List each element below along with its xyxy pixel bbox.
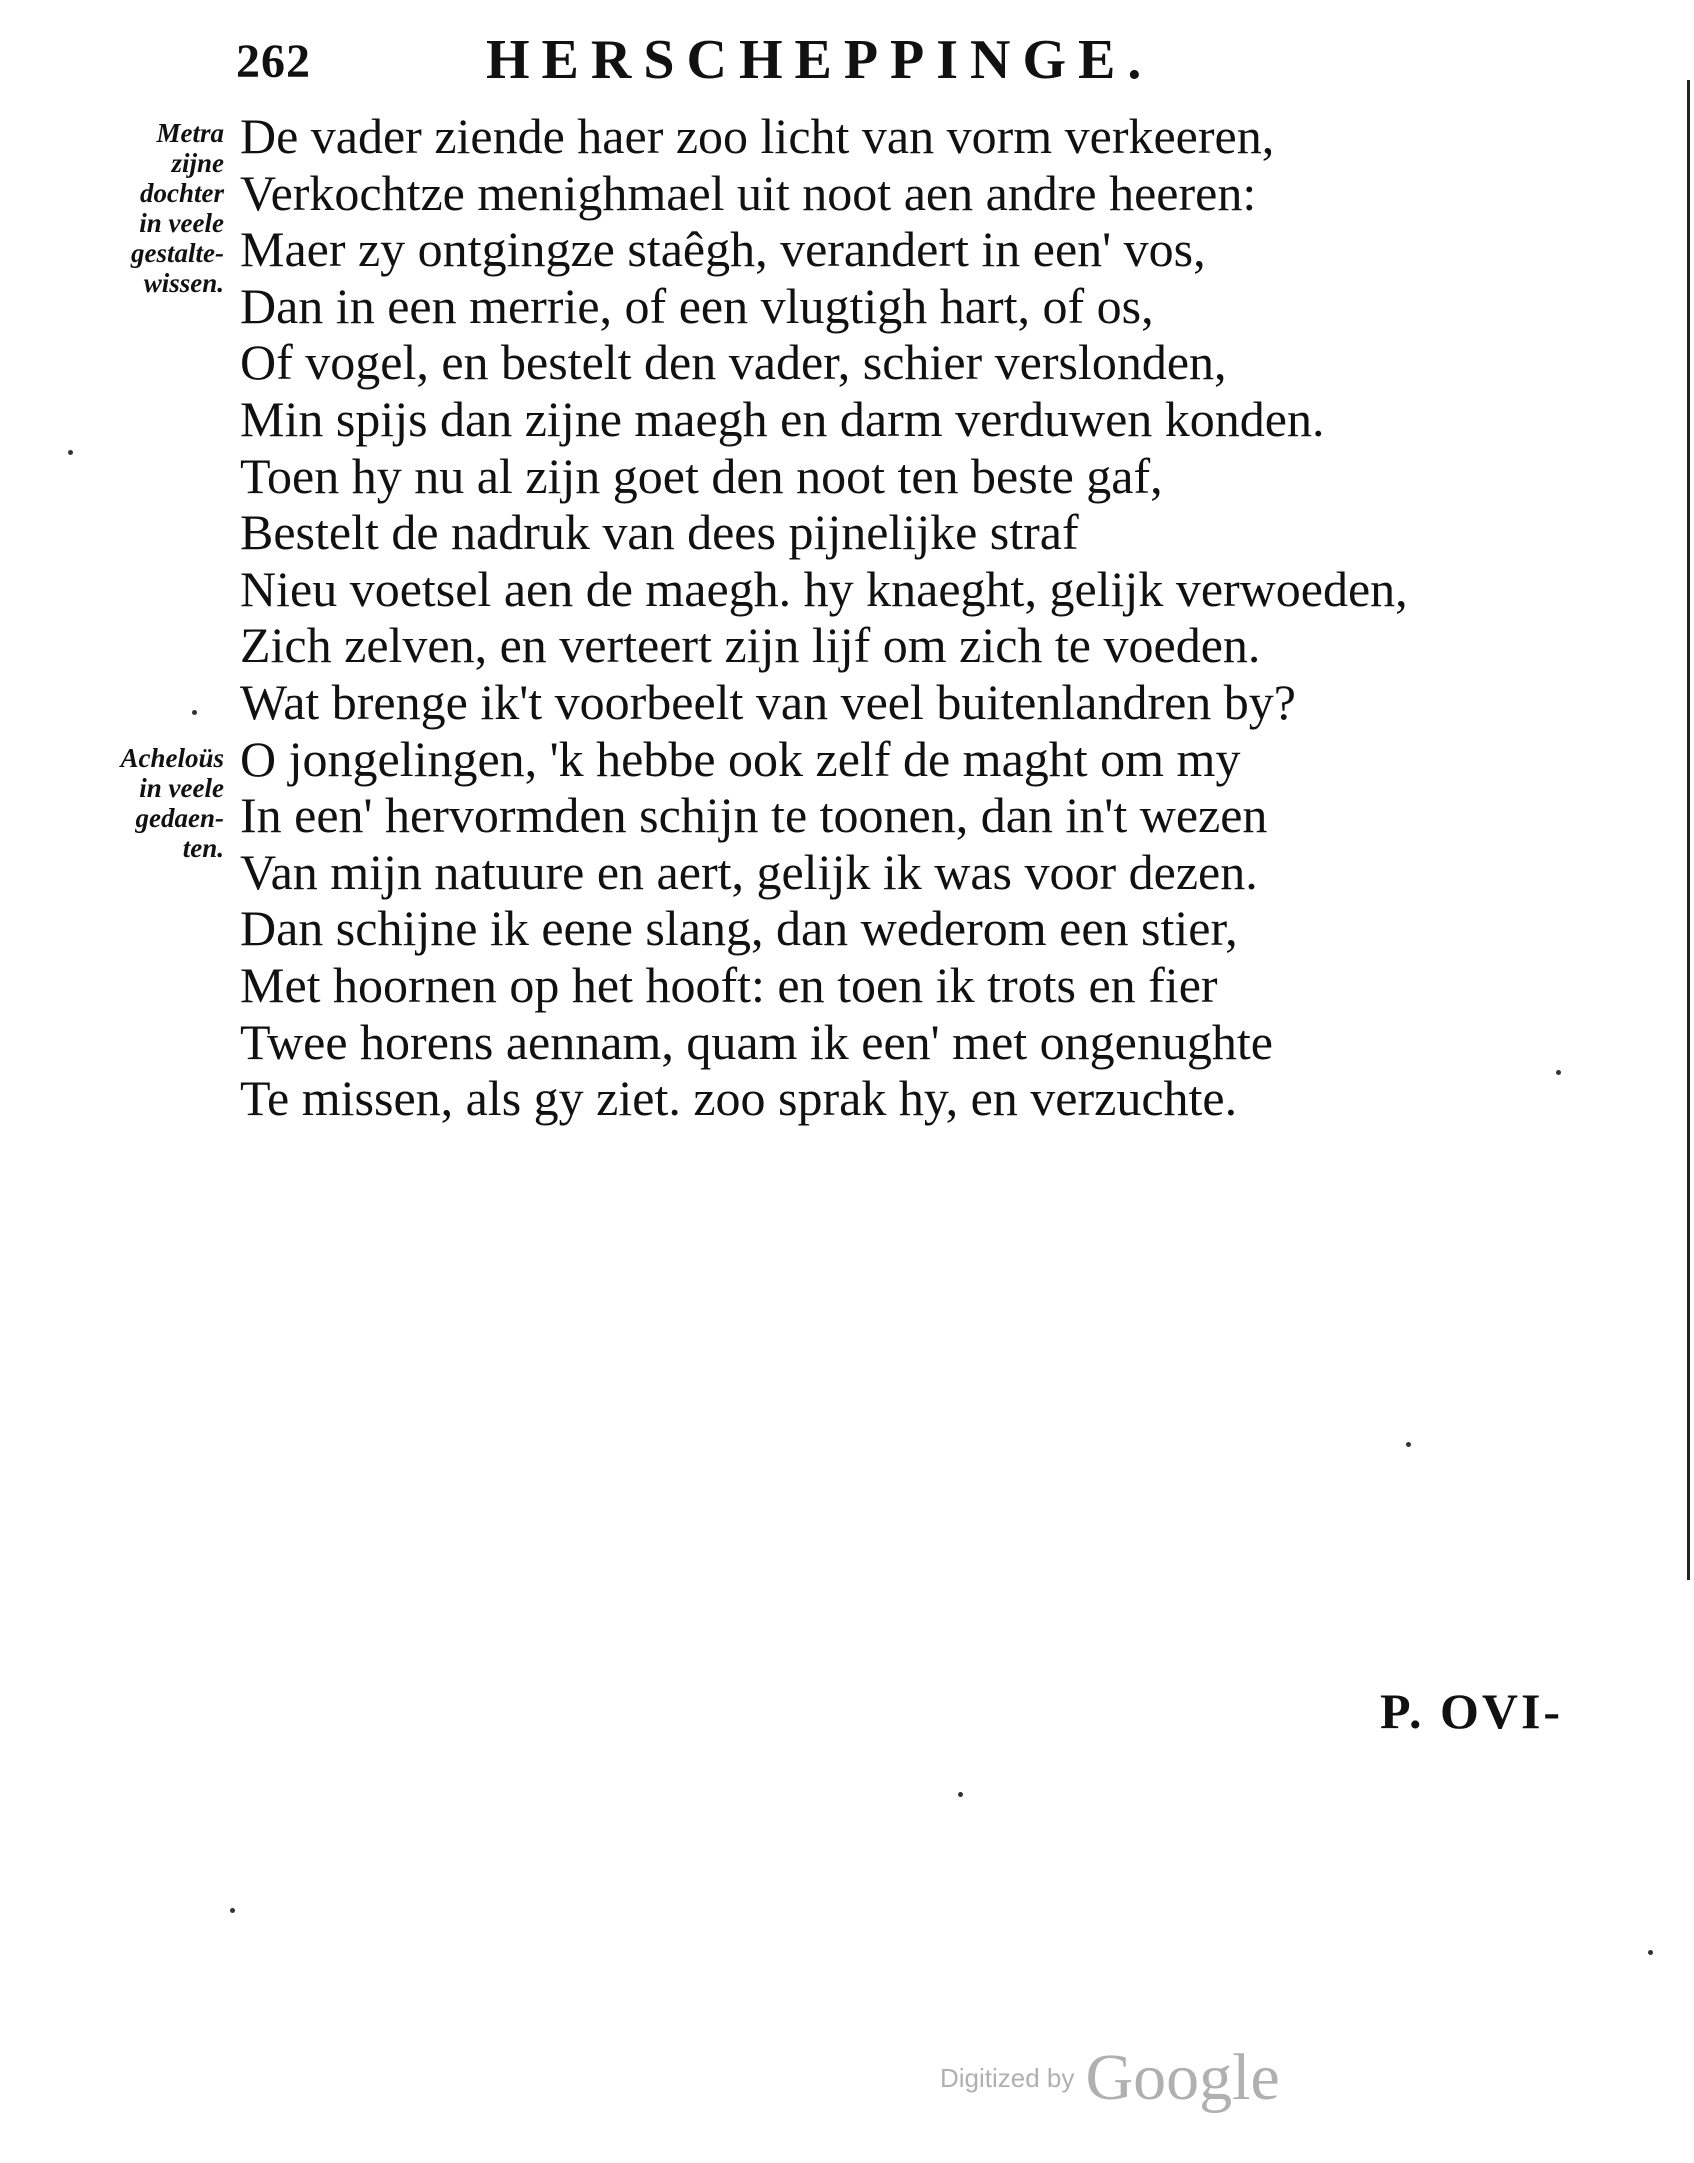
verse-line: Met hoornen op het hooft: en toen ik trots en fier xyxy=(240,956,1218,1013)
verse-block xyxy=(240,108,1640,1127)
margin-note-metra xyxy=(68,118,224,298)
margin-note-line: Acheloüs xyxy=(120,743,224,773)
google-watermark xyxy=(940,2040,1280,2120)
margin-note-line: Metra xyxy=(156,118,224,148)
ink-speck xyxy=(68,450,73,455)
verse-line: De vader ziende haer zoo licht van vorm verkeeren, xyxy=(240,108,1275,164)
ink-speck xyxy=(958,1792,963,1797)
verse-line: Maer zy ontgingze staêgh, verandert in een' vos, xyxy=(240,221,1206,278)
verse-line: Min spijs dan zijne maegh en darm verduwen konden. xyxy=(240,390,1325,447)
verse-line: Wat brenge ik't voorbeelt van veel buitenlandren by? xyxy=(240,673,1296,730)
page-edge-shadow xyxy=(1687,80,1690,1580)
verse-line: Van mijn natuure en aert, gelijk ik was voor dezen. xyxy=(240,843,1258,900)
verse-line: Twee horens aennam, quam ik een' met ongenughte xyxy=(240,1013,1273,1070)
margin-note-line: zijne xyxy=(171,148,224,178)
verse-line: Toen hy nu al zijn goet den noot ten beste gaf, xyxy=(240,447,1163,504)
page-number: 262 xyxy=(236,35,311,88)
ink-speck xyxy=(192,710,197,715)
verse-line: O jongelingen, 'k hebbe ook zelf de maght om my xyxy=(240,730,1241,787)
margin-note-line: gestalte- xyxy=(131,238,224,268)
verse-line: Dan in een merrie, of een vlugtigh hart, of os, xyxy=(240,277,1154,334)
watermark-brand: Google xyxy=(1085,2041,1280,2114)
verse-line: Nieu voetsel aen de maegh. hy knaeght, gelijk verwoeden, xyxy=(240,560,1408,617)
running-title: HERSCHEPPINGE. xyxy=(486,29,1154,91)
ink-speck xyxy=(1648,1950,1653,1955)
margin-note-achelous xyxy=(68,743,224,863)
page-header xyxy=(236,28,1366,98)
catchword: P. OVI- xyxy=(1380,1683,1564,1739)
verse-line: Te missen, als gy ziet. zoo sprak hy, en verzuchte. xyxy=(240,1070,1238,1127)
verse-line: Bestelt de nadruk van dees pijnelijke straf xyxy=(240,504,1079,561)
margin-note-line: ten. xyxy=(182,833,224,863)
watermark-prefix: Digitized by xyxy=(940,2062,1075,2093)
verse-line: In een' hervormden schijn te toonen, dan in't wezen xyxy=(240,787,1268,844)
margin-note-line: wissen. xyxy=(143,268,224,298)
margin-note-line: dochter xyxy=(140,178,224,208)
ink-speck xyxy=(230,1908,235,1913)
margin-note-line: gedaen- xyxy=(135,803,224,833)
verse-line: Dan schijne ik eene slang, dan wederom een stier, xyxy=(240,900,1238,957)
margin-note-line: in veele xyxy=(139,208,224,238)
margin-note-line: in veele xyxy=(139,773,224,803)
ink-speck xyxy=(1556,1070,1561,1075)
ink-speck xyxy=(1406,1442,1411,1447)
verse-line: Of vogel, en bestelt den vader, schier verslonden, xyxy=(240,334,1227,391)
verse-line: Zich zelven, en verteert zijn lijf om zich te voeden. xyxy=(240,617,1261,674)
verse-line: Verkochtze menighmael uit noot aen andre heeren: xyxy=(240,164,1257,221)
